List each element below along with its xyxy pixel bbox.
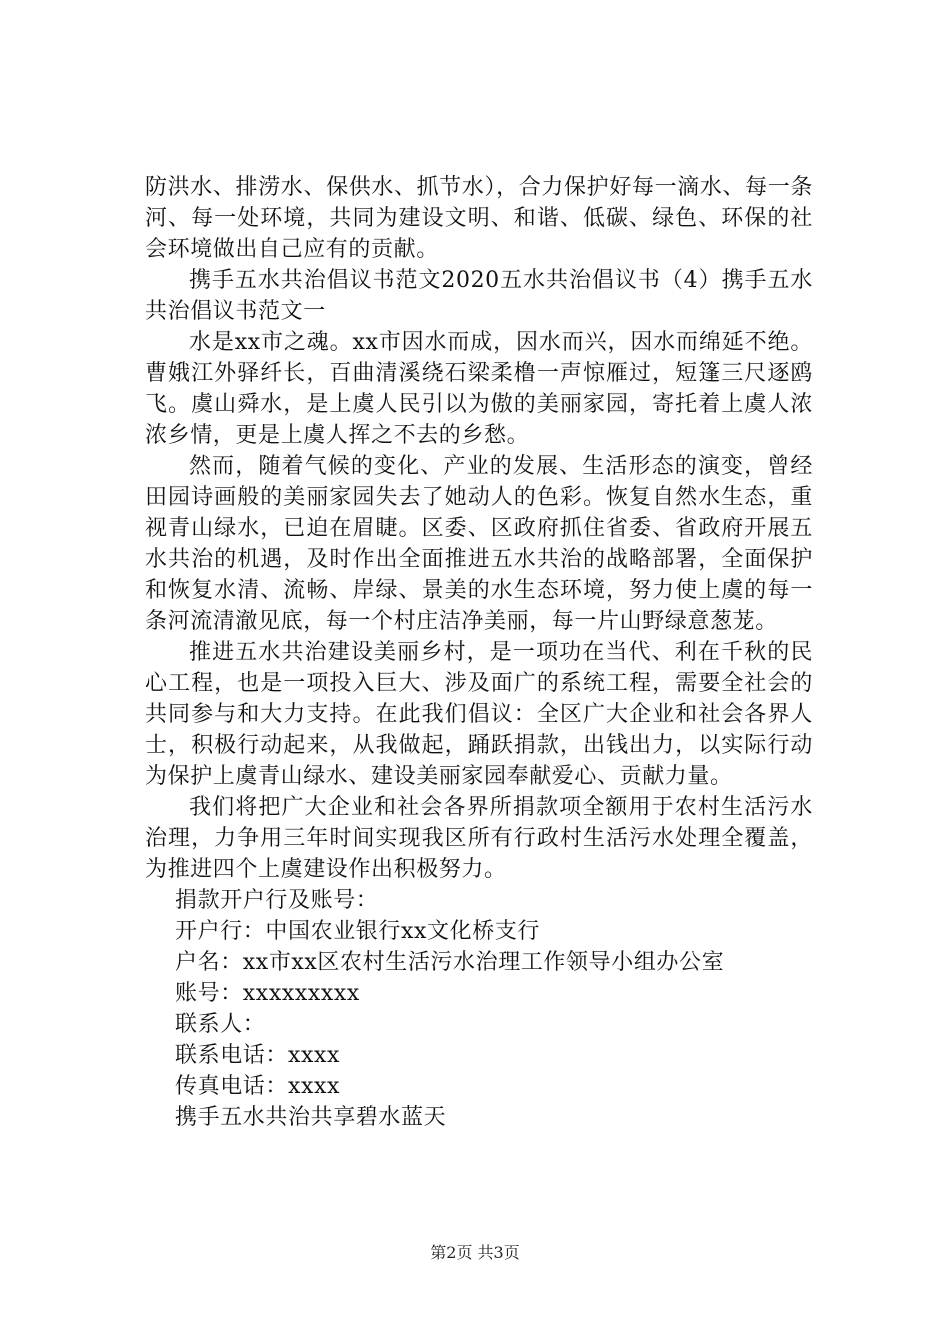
- info-account-name: 户名：xx市xx区农村生活污水治理工作领导小组办公室: [175, 950, 725, 975]
- paragraph-intro: 水是xx市之魂。xx市因水而成，因水而兴，因水而绵延不绝。曹娥江外驿纤长，百曲清溪绕石梁柔橹一声惊雁过，短篷三尺逐鸥飞。虞山舜水，是上虞人民引以为傲的美丽家园，寄托着上虞人浓浓乡情，更是上虞人挥之不去的乡愁。: [145, 330, 813, 448]
- page-footer: 第2页 共3页: [430, 1243, 520, 1262]
- paragraph-proposal: 推进五水共治建设美丽乡村，是一项功在当代、利在千秋的民心工程，也是一项投入巨大、涉及面广的系统工程，需要全社会的共同参与和大力支持。在此我们倡议：全区广大企业和社会各界人士，积极行动起来，从我做起，踊跃捐款，出钱出力，以实际行动为保护上虞青山绿水、建设美丽家园奉献爱心、贡献力量。: [145, 640, 813, 789]
- info-contact: 联系人：: [175, 1012, 266, 1037]
- info-slogan: 携手五水共治共享碧水蓝天: [175, 1105, 447, 1130]
- document-body: [145, 172, 813, 1133]
- info-account-number: 账号：xxxxxxxxx: [175, 981, 360, 1006]
- paragraph-continuation: 防洪水、排涝水、保供水、抓节水），合力保护好每一滴水、每一条河、每一处环境，共同为建设文明、和谐、低碳、绿色、环保的社会环境做出自己应有的贡献。: [145, 175, 813, 262]
- paragraph-commitment: 我们将把广大企业和社会各界所捐款项全额用于农村生活污水治理，力争用三年时间实现我区所有行政村生活污水处理全覆盖，为推进四个上虞建设作出积极努力。: [145, 795, 813, 882]
- info-phone: 联系电话：xxxx: [175, 1043, 341, 1068]
- info-bank: 开户行：中国农业银行xx文化桥支行: [175, 919, 541, 944]
- info-bank-heading: 捐款开户行及账号：: [175, 888, 379, 913]
- paragraph-heading-line: 携手五水共治倡议书范文2020五水共治倡议书（4）携手五水共治倡议书范文一: [145, 268, 813, 324]
- info-fax: 传真电话：xxxx: [175, 1074, 341, 1099]
- paragraph-background: 然而，随着气候的变化、产业的发展、生活形态的演变，曾经田园诗画般的美丽家园失去了她动人的色彩。恢复自然水生态，重视青山绿水，已迫在眉睫。区委、区政府抓住省委、省政府开展五水共治的机遇，及时作出全面推进五水共治的战略部署，全面保护和恢复水清、流畅、岸绿、景美的水生态环境，努力使上虞的每一条河流清澈见底，每一个村庄洁净美丽，每一片山野绿意葱茏。: [145, 454, 813, 634]
